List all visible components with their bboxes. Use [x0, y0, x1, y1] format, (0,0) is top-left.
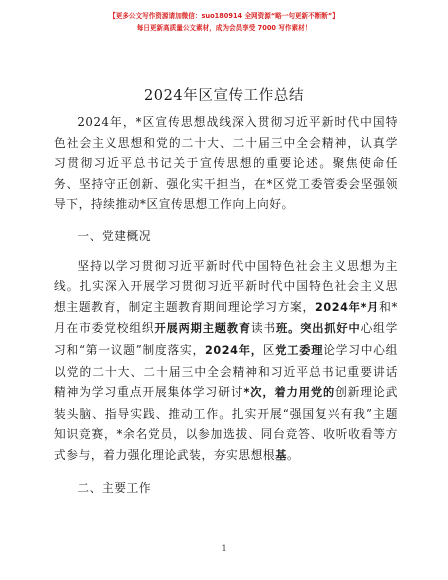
- bold-text-run: 开展两期主题教育: [154, 322, 251, 336]
- text-run: 创新理论武装头脑、指导实践、推动工作。扎实开展“强国复兴有我”主题知识竞赛，*余名党员，以参加选拔、同台竞答、收听收看等方式参与，着力强化理论武装，夯实思想根: [54, 385, 398, 462]
- text-run: 。: [286, 447, 300, 462]
- text-run: 和*月在市委党校组织: [54, 299, 398, 336]
- section-heading-2: 二、主要工作: [77, 480, 152, 495]
- text-run: 坚持以学习贯彻习近平新时代中国特色社会主义思想为主线。扎实深入开展学习贯彻习近平新时代中国特色社会主义思想主题教育，制定主题教育期间理论学习方案，: [54, 258, 398, 314]
- document-body: [54, 112, 398, 498]
- bold-text-run: 班。突出抓好中: [276, 322, 361, 336]
- text-run: 区: [262, 342, 276, 357]
- document-title: 2024年区宣传工作总结: [143, 88, 305, 104]
- bold-text-run: 党工委理: [275, 343, 324, 357]
- bold-text-run: 2024年，: [205, 343, 263, 357]
- page-number: 1: [221, 544, 227, 553]
- section-heading-1: 一、党建概况: [77, 228, 152, 243]
- intro-paragraph: 2024年，*区宣传思想战线深入贯彻习近平新时代中国特色社会主义思想和党的二十大、二十届三中全会精神，认真学习贯彻习近平总书记关于宣传思想的重要论述。聚焦使命任务、坚持守正创新、强化实干担当，在*区党工委管委会坚强领导下，持续推动*区宣传思想工作向上向好。: [54, 115, 398, 212]
- promo-banner-line-1: 【更多公文写作资源请加微信：suo180914 全网资源“略一句更新不断断”】: [109, 12, 339, 20]
- section-1-paragraph: [54, 256, 398, 467]
- text-run: 心组学习和“第一议题”制度落实，: [54, 321, 398, 357]
- bold-text-run: *次，着力用党的: [243, 386, 336, 400]
- text-run: 读书: [251, 321, 277, 336]
- promo-banner: [0, 10, 448, 34]
- bold-text-run: 基: [275, 448, 287, 462]
- bold-text-run: 2024年*月: [314, 300, 380, 314]
- text-run: 论学习中心组以党的二十大、二十届三中全会精神和习近平总书记重要讲话精神为学习重点开展集体学习研讨: [54, 342, 398, 400]
- promo-banner-line-2: 每日更新高质量公文素材，成为会员享受 7000 写作素材！: [136, 24, 312, 32]
